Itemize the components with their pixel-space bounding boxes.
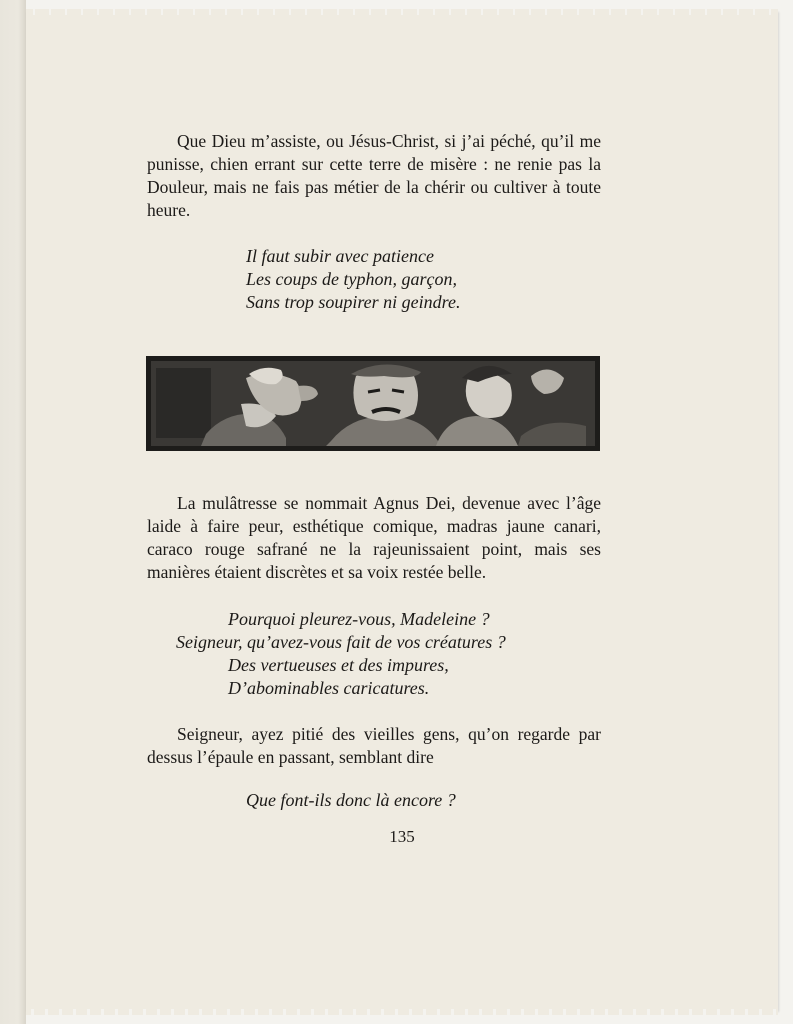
page-number: 135 (389, 827, 415, 846)
paragraph-2 (147, 492, 601, 584)
left-page-edge (0, 0, 26, 1024)
paragraph-3-text: Seigneur, ayez pitié des vieilles gens, qu’on regarde par dessus l’épaule en passant, semblant dire (147, 724, 601, 767)
book-page (26, 12, 778, 1012)
verse-line: Sans trop soupirer ni geindre. (246, 292, 461, 312)
paragraph-1 (147, 130, 601, 222)
verse-2 (176, 608, 506, 700)
verse-line: D’abominables caricatures. (228, 678, 430, 698)
woodcut-illustration (146, 356, 600, 451)
paragraph-1-text: Que Dieu m’assiste, ou Jésus-Christ, si j’ai péché, qu’il me punisse, chien errant sur cette terre de misère : ne renie pas la Douleur, mais ne fais pas métier de la chérir ou cultiver à toute heure. (147, 131, 601, 220)
verse-line: Il faut subir avec patience (246, 246, 434, 266)
verse-1 (246, 245, 461, 314)
verse-line: Des vertueuses et des impures, (228, 655, 449, 675)
paragraph-3 (147, 723, 601, 769)
paragraph-2-text: La mulâtresse se nommait Agnus Dei, devenue avec l’âge laide à faire peur, esthétique comique, madras jaune canari, caraco rouge safrané ne la rajeunissaient point, mais ses manières étaient discrètes et sa voix restée belle. (147, 493, 601, 582)
verse-line: Les coups de typhon, garçon, (246, 269, 457, 289)
verse-line: Seigneur, qu’avez-vous fait de vos créatures ? (176, 632, 506, 652)
verse-3 (246, 789, 456, 812)
verse-line: Pourquoi pleurez-vous, Madeleine ? (228, 609, 490, 629)
verse-line: Que font-ils donc là encore ? (246, 790, 456, 810)
